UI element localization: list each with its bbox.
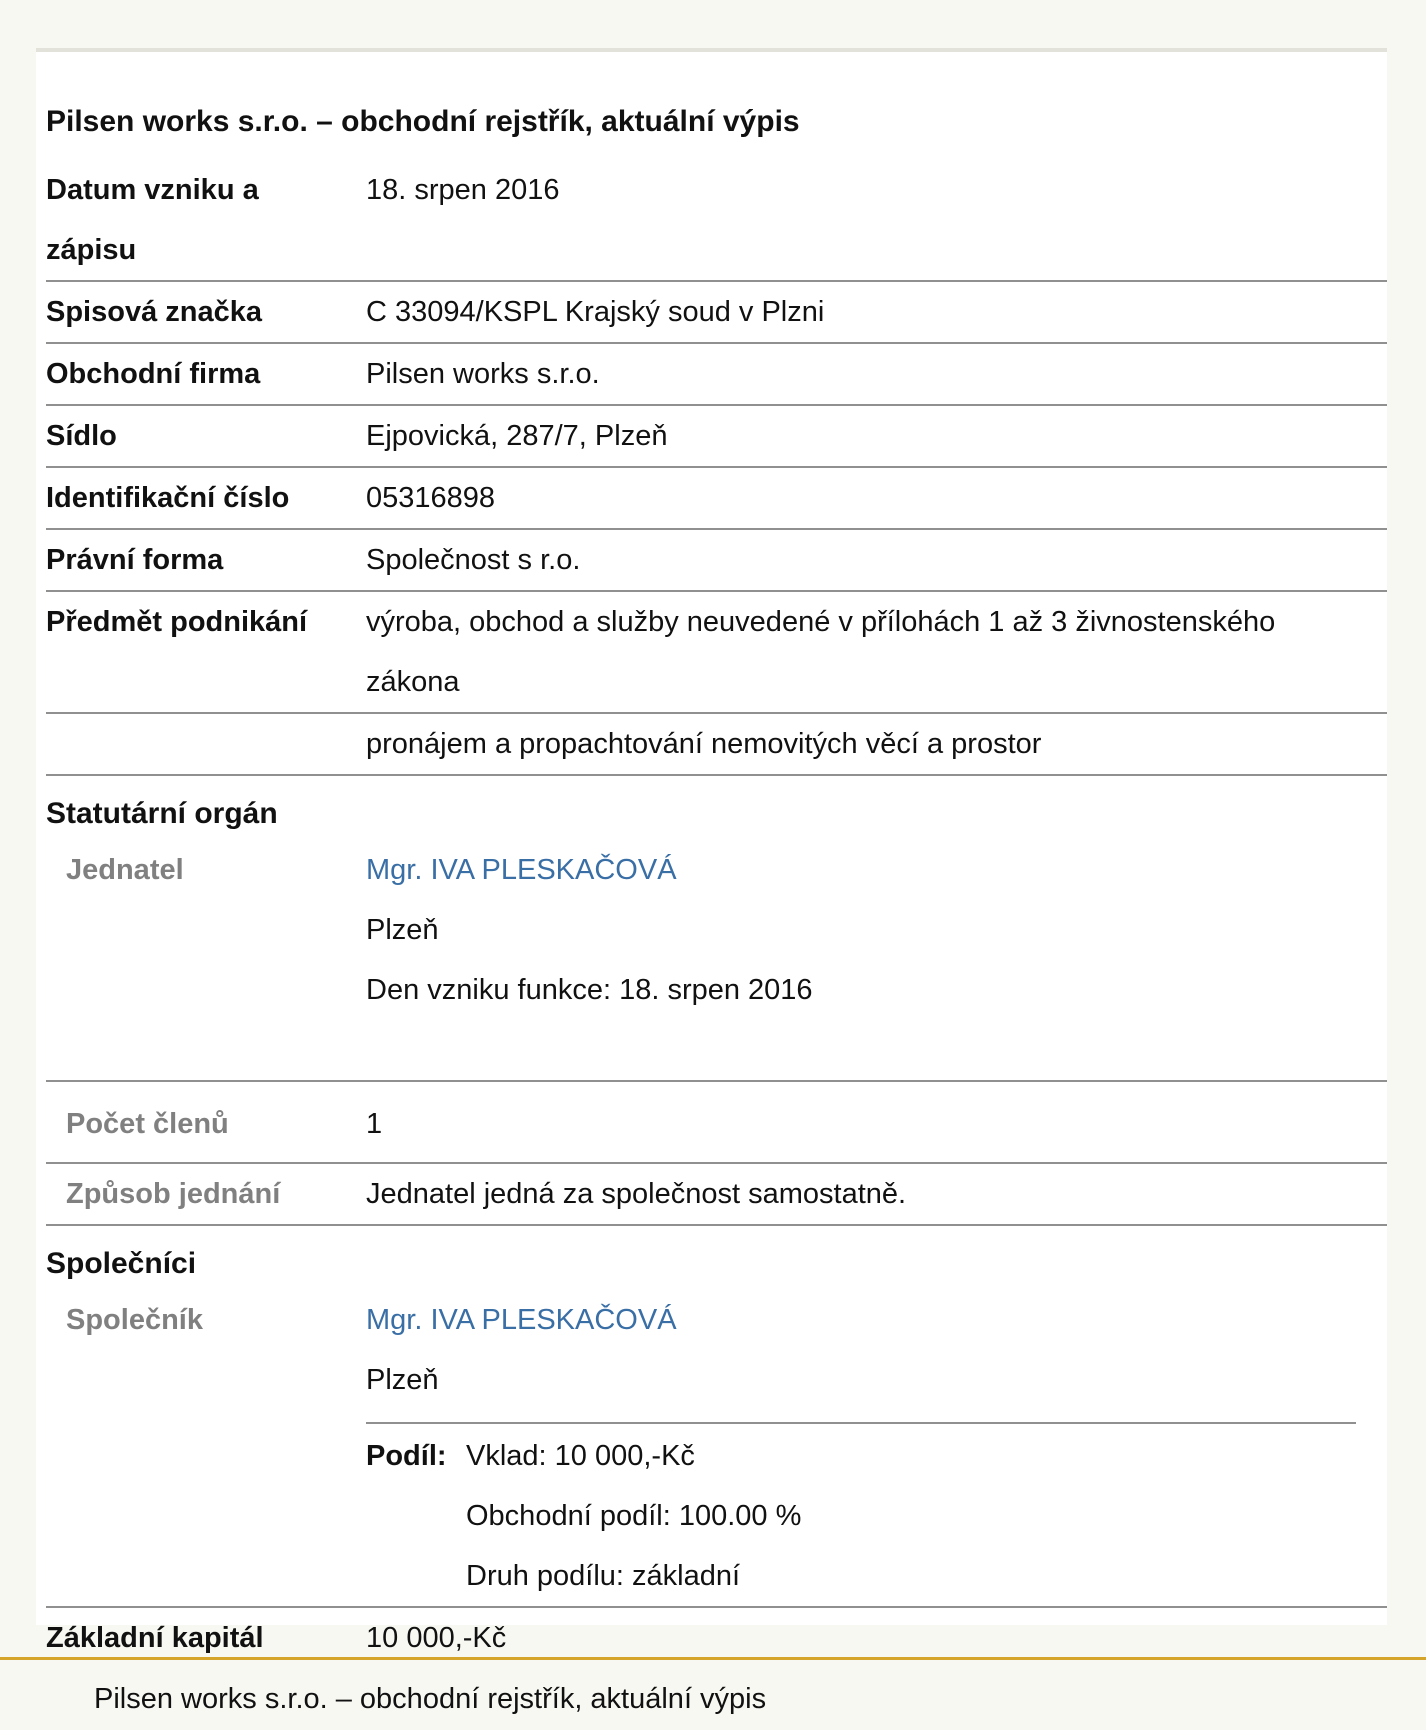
row-value: C 33094/KSPL Krajský soud v Plzni — [366, 296, 825, 328]
registry-card — [36, 48, 1387, 1654]
function-since: Den vzniku funkce: 18. srpen 2016 — [366, 974, 813, 1006]
row-value: výroba, obchod a služby neuvedené v přílohách 1 až 3 živnostenského zákona — [366, 606, 1276, 698]
row-label-line: zápisu — [46, 234, 137, 266]
row-pravni-forma — [46, 530, 1387, 592]
row-label: Právní forma — [46, 544, 224, 576]
row-label: Základní kapitál — [46, 1622, 264, 1654]
podil-label: Podíl: — [366, 1440, 447, 1472]
row-value: Společnost s r.o. — [366, 544, 581, 576]
row-jednatel — [46, 840, 1387, 1082]
row-label: Sídlo — [46, 420, 117, 452]
row-label: Spisová značka — [46, 296, 262, 328]
row-label-line: Datum vzniku a — [46, 174, 259, 206]
row-predmet-podnikani — [46, 592, 1387, 714]
page-title: Pilsen works s.r.o. – obchodní rejstřík, aktuální výpis — [46, 105, 800, 138]
row-label: Předmět podnikání — [46, 606, 308, 638]
section-heading-statutarni: Statutární orgán — [46, 797, 278, 830]
person-link[interactable]: Mgr. IVA PLESKAČOVÁ — [366, 854, 677, 886]
row-label: Způsob jednání — [66, 1178, 281, 1210]
row-identifikacni-cislo — [46, 468, 1387, 530]
row-label: Obchodní firma — [46, 358, 261, 390]
person-city: Plzeň — [366, 914, 439, 946]
footer-title: Pilsen works s.r.o. – obchodní rejstřík, aktuální výpis — [94, 1683, 767, 1715]
row-value: Jednatel jedná za společnost samostatně. — [366, 1178, 907, 1210]
row-spolecnik — [46, 1290, 1387, 1608]
row-value — [366, 1290, 1376, 1410]
row-value: 1 — [366, 1108, 383, 1140]
podil-divider — [366, 1422, 1356, 1424]
row-value: 10 000,-Kč — [366, 1622, 507, 1654]
row-obchodni-firma — [46, 344, 1387, 406]
row-datum-vzniku — [46, 160, 1387, 282]
row-label — [46, 160, 346, 280]
podil-value — [466, 1426, 801, 1606]
person-city: Plzeň — [366, 1364, 439, 1396]
row-spisova-znacka — [46, 282, 1387, 344]
row-value: 18. srpen 2016 — [366, 174, 560, 206]
podil-vklad: Vklad: 10 000,-Kč — [466, 1440, 695, 1472]
row-predmet-podnikani-2 — [46, 714, 1387, 776]
row-zpusob-jednani — [46, 1164, 1387, 1226]
footer-bar — [0, 1657, 1426, 1730]
row-value: Pilsen works s.r.o. — [366, 358, 600, 390]
podil-obchodni: Obchodní podíl: 100.00 % — [466, 1500, 802, 1532]
row-label: Společník — [66, 1304, 203, 1336]
row-label: Jednatel — [66, 854, 184, 886]
podil-druh: Druh podílu: základní — [466, 1560, 741, 1592]
row-value — [366, 840, 1376, 1020]
person-link[interactable]: Mgr. IVA PLESKAČOVÁ — [366, 1304, 677, 1336]
row-label: Identifikační číslo — [46, 482, 290, 514]
row-pocet-clenu — [46, 1082, 1387, 1164]
row-value: pronájem a propachtování nemovitých věcí a prostor — [366, 728, 1042, 760]
row-label: Počet členů — [66, 1108, 229, 1140]
row-value: 05316898 — [366, 482, 496, 514]
row-sidlo — [46, 406, 1387, 468]
section-heading-spolecnici: Společníci — [46, 1247, 197, 1280]
row-value: Ejpovická, 287/7, Plzeň — [366, 420, 668, 452]
